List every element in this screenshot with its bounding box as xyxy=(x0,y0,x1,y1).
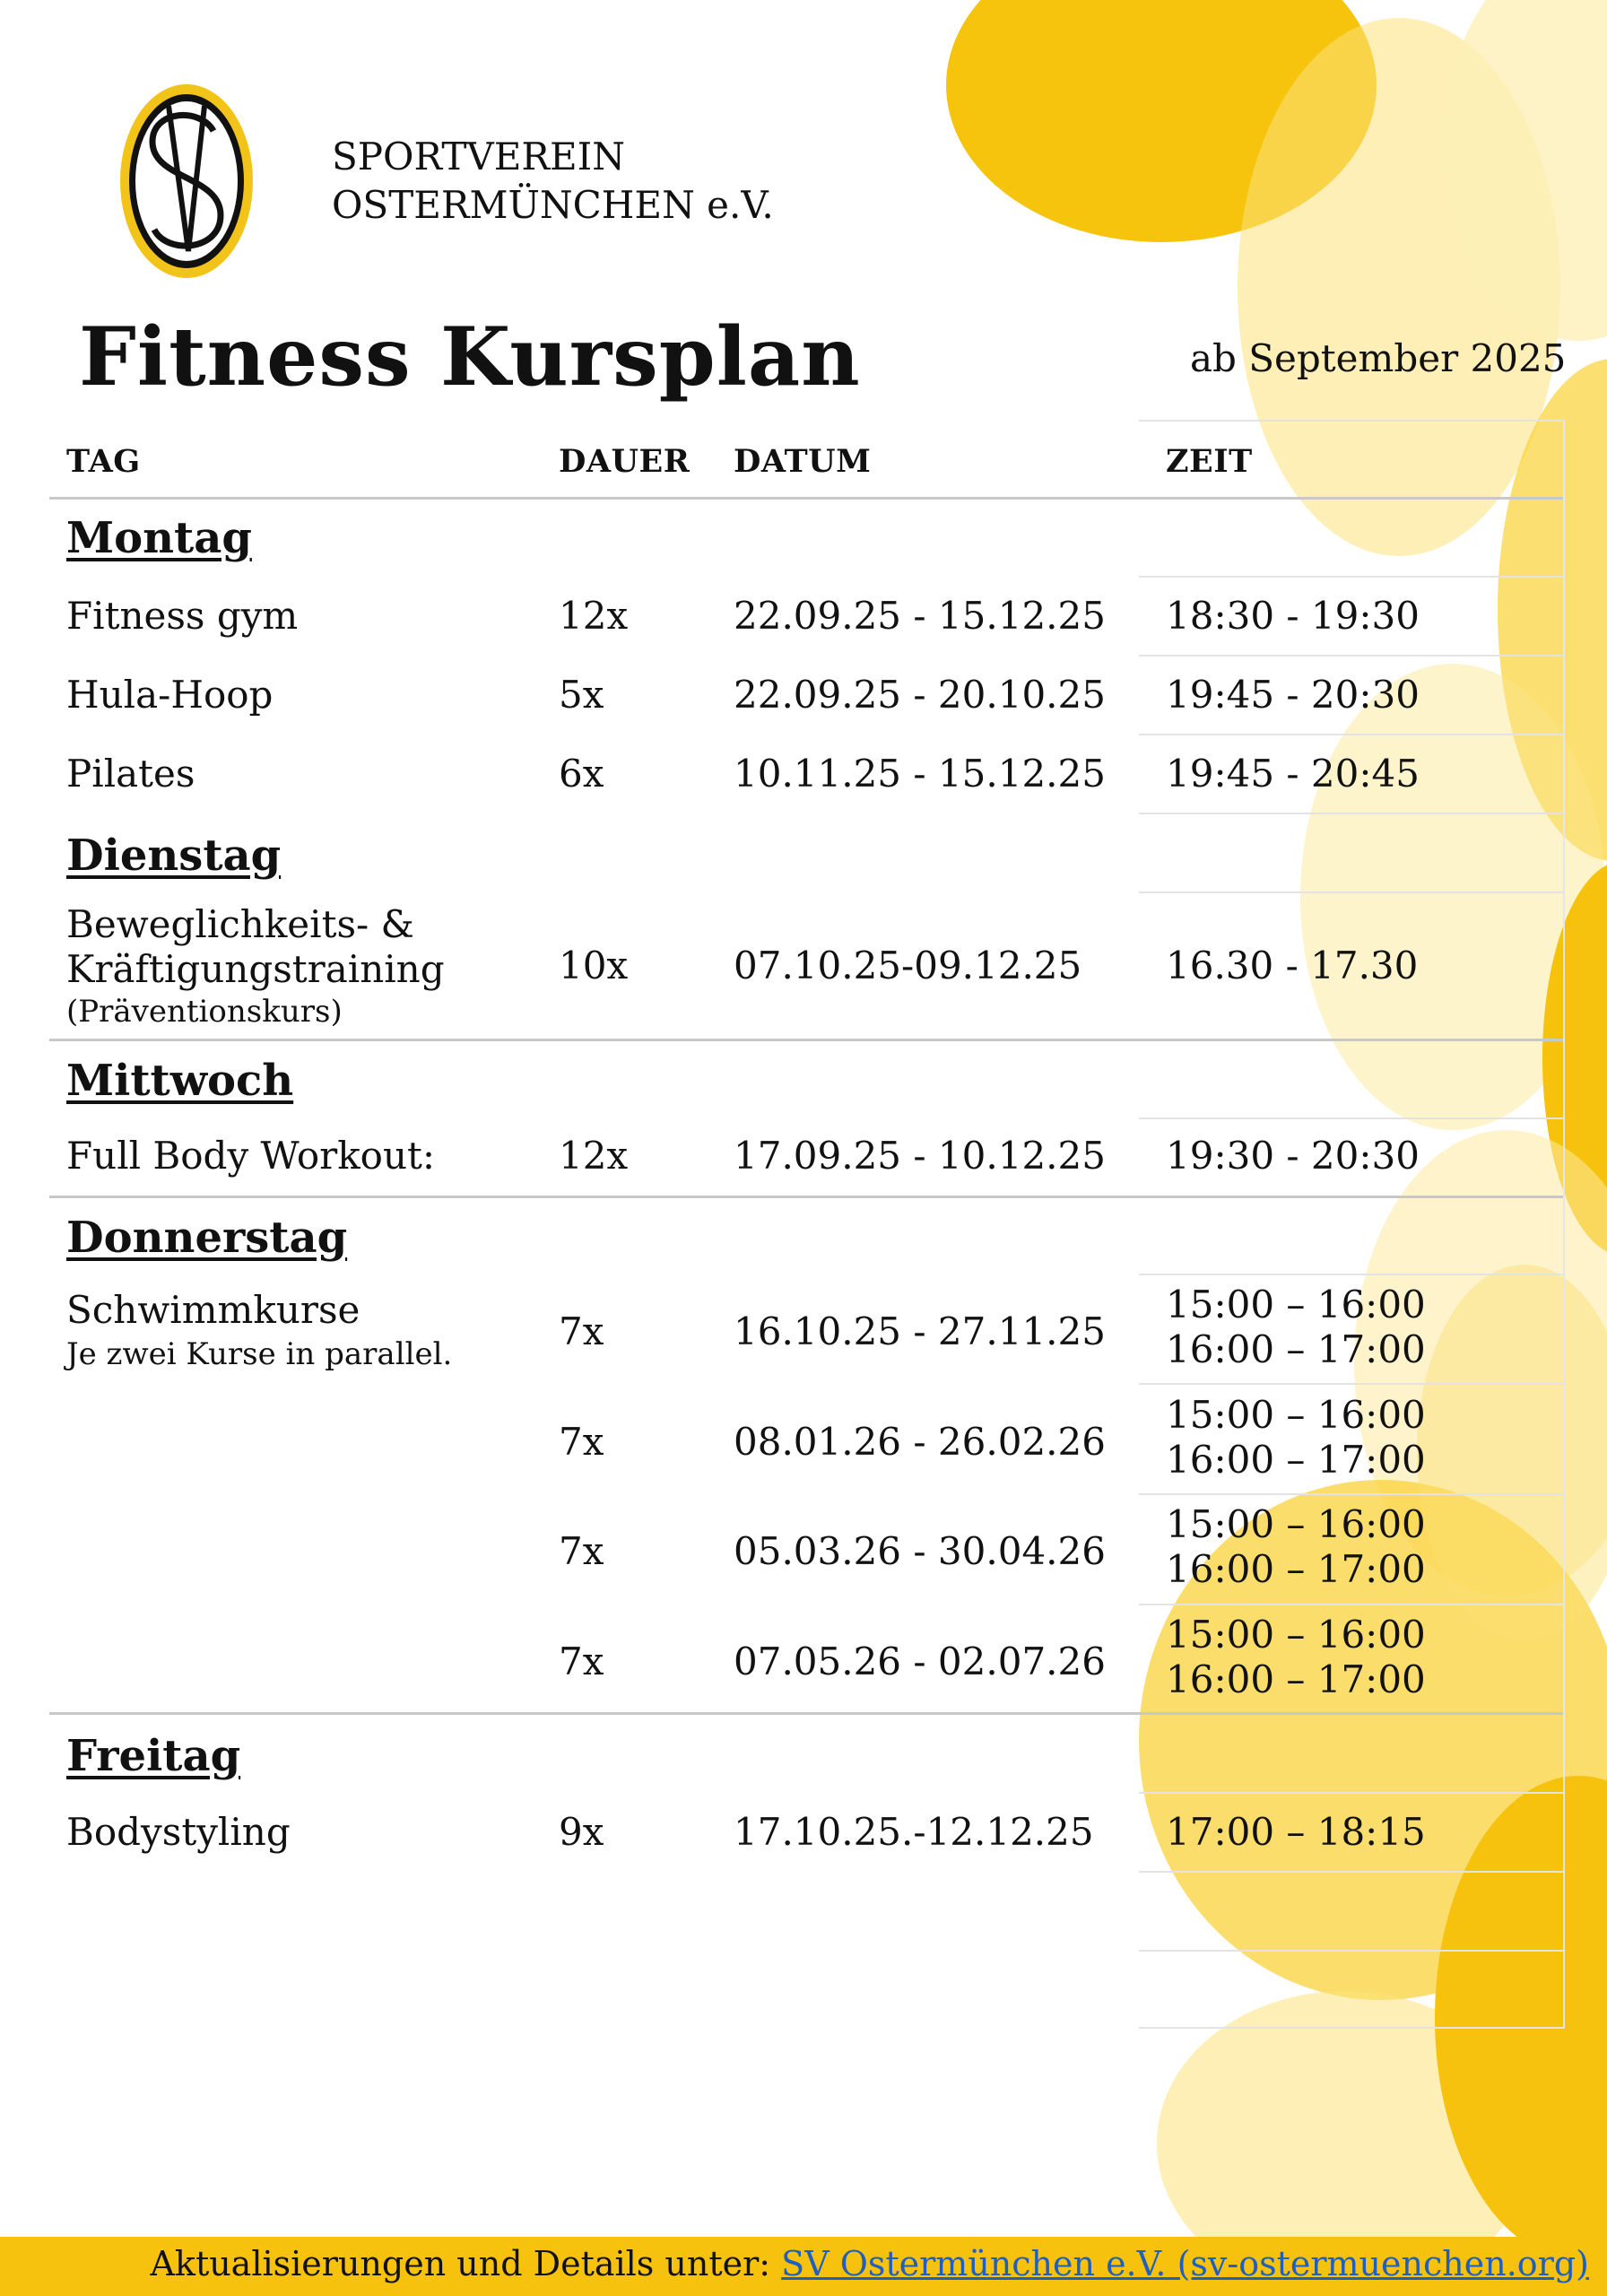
course-note: Je zwei Kurse in parallel. xyxy=(66,1336,453,1372)
course-dauer: 7x xyxy=(559,1529,604,1573)
course-datum: 22.09.25 - 15.12.25 xyxy=(734,594,1106,638)
day-heading-freitag: Freitag xyxy=(66,1731,241,1781)
column-header-zeit: ZEIT xyxy=(1166,443,1253,480)
course-zeit-line-1: 15:00 – 16:00 xyxy=(1166,1613,1426,1657)
course-name: Fitness gym xyxy=(66,594,299,638)
section-separator xyxy=(49,1039,1563,1041)
course-name xyxy=(66,902,445,992)
grid-line xyxy=(1139,734,1565,735)
organization-name xyxy=(332,133,774,230)
day-heading-montag: Montag xyxy=(66,513,252,563)
column-header-tag: TAG xyxy=(66,443,141,480)
course-datum: 16.10.25 - 27.11.25 xyxy=(734,1309,1106,1353)
grid-line xyxy=(1139,891,1565,893)
club-logo xyxy=(115,79,258,283)
course-name: Hula-Hoop xyxy=(66,673,274,717)
course-note: (Präventionskurs) xyxy=(66,994,343,1030)
day-heading-mittwoch: Mittwoch xyxy=(66,1056,294,1106)
course-dauer: 9x xyxy=(559,1810,604,1854)
course-name: Bodystyling xyxy=(66,1810,291,1854)
course-zeit-line-2: 16:00 – 17:00 xyxy=(1166,1327,1426,1371)
course-zeit-line-1: 15:00 – 16:00 xyxy=(1166,1283,1426,1326)
course-datum: 08.01.26 - 26.02.26 xyxy=(734,1420,1106,1464)
grid-line xyxy=(1139,420,1565,422)
column-header-datum: DATUM xyxy=(734,443,872,480)
course-dauer: 7x xyxy=(559,1309,604,1353)
course-datum: 07.10.25-09.12.25 xyxy=(734,944,1082,987)
course-datum: 07.05.26 - 02.07.26 xyxy=(734,1639,1106,1683)
table-right-border xyxy=(1563,422,1565,2027)
org-line-1: SPORTVEREIN xyxy=(332,135,625,178)
course-zeit xyxy=(1166,1613,1426,1702)
course-name: Schwimmkurse xyxy=(66,1288,360,1332)
footer-bar xyxy=(0,2237,1607,2296)
course-name-line-2: Kräftigungstraining xyxy=(66,947,445,991)
course-zeit-line-1: 15:00 – 16:00 xyxy=(1166,1393,1426,1437)
course-dauer: 7x xyxy=(559,1420,604,1464)
course-zeit xyxy=(1166,1393,1426,1483)
grid-line xyxy=(1139,576,1565,578)
course-zeit-line-1: 15:00 – 16:00 xyxy=(1166,1502,1426,1546)
course-zeit-line-2: 16:00 – 17:00 xyxy=(1166,1657,1426,1701)
course-zeit: 17:00 – 18:15 xyxy=(1166,1810,1426,1854)
grid-line xyxy=(1139,1383,1565,1385)
course-dauer: 12x xyxy=(559,594,629,638)
course-zeit xyxy=(1166,1283,1426,1372)
course-dauer: 10x xyxy=(559,944,629,987)
course-zeit: 19:45 - 20:45 xyxy=(1166,752,1420,796)
course-datum: 10.11.25 - 15.12.25 xyxy=(734,752,1106,796)
course-zeit: 19:30 - 20:30 xyxy=(1166,1134,1420,1178)
section-separator xyxy=(49,1196,1563,1198)
course-datum: 17.09.25 - 10.12.25 xyxy=(734,1134,1106,1178)
course-datum: 17.10.25.-12.12.25 xyxy=(734,1810,1094,1854)
course-dauer: 12x xyxy=(559,1134,629,1178)
grid-line xyxy=(1139,813,1565,814)
course-zeit-line-2: 16:00 – 17:00 xyxy=(1166,1547,1426,1591)
footer-text xyxy=(150,2244,1589,2283)
grid-line xyxy=(1139,1274,1565,1275)
grid-line xyxy=(1139,1950,1565,1952)
course-zeit-line-2: 16:00 – 17:00 xyxy=(1166,1438,1426,1482)
grid-line xyxy=(1139,1118,1565,1119)
course-dauer: 5x xyxy=(559,673,604,717)
page-subtitle: ab September 2025 xyxy=(1190,336,1567,380)
course-name-line-1: Beweglichkeits- & xyxy=(66,902,414,946)
course-name: Full Body Workout: xyxy=(66,1134,436,1178)
course-zeit: 19:45 - 20:30 xyxy=(1166,673,1420,717)
course-zeit xyxy=(1166,1502,1426,1592)
section-separator xyxy=(49,1712,1563,1715)
page-title: Fitness Kursplan xyxy=(79,309,861,404)
grid-line xyxy=(1139,1493,1565,1495)
course-datum: 05.03.26 - 30.04.26 xyxy=(734,1529,1106,1573)
course-zeit: 18:30 - 19:30 xyxy=(1166,594,1420,638)
grid-line xyxy=(1139,655,1565,657)
grid-line xyxy=(1139,2027,1565,2029)
day-heading-dienstag: Dienstag xyxy=(66,831,282,881)
footer-link[interactable]: SV Ostermünchen e.V. (sv-ostermuenchen.org) xyxy=(781,2244,1589,2283)
day-heading-donnerstag: Donnerstag xyxy=(66,1213,348,1263)
course-dauer: 7x xyxy=(559,1639,604,1683)
grid-line xyxy=(1139,1604,1565,1605)
course-zeit: 16.30 - 17.30 xyxy=(1166,944,1419,987)
header-separator xyxy=(49,497,1563,500)
grid-line xyxy=(1139,1792,1565,1794)
logo-lettering: SVO xyxy=(185,278,188,279)
grid-line xyxy=(1139,1871,1565,1873)
course-dauer: 6x xyxy=(559,752,604,796)
course-name: Pilates xyxy=(66,752,195,796)
footer-prefix: Aktualisierungen und Details unter: xyxy=(150,2244,771,2283)
course-datum: 22.09.25 - 20.10.25 xyxy=(734,673,1106,717)
org-line-2: OSTERMÜNCHEN e.V. xyxy=(332,183,774,227)
column-header-dauer: DAUER xyxy=(559,443,691,480)
